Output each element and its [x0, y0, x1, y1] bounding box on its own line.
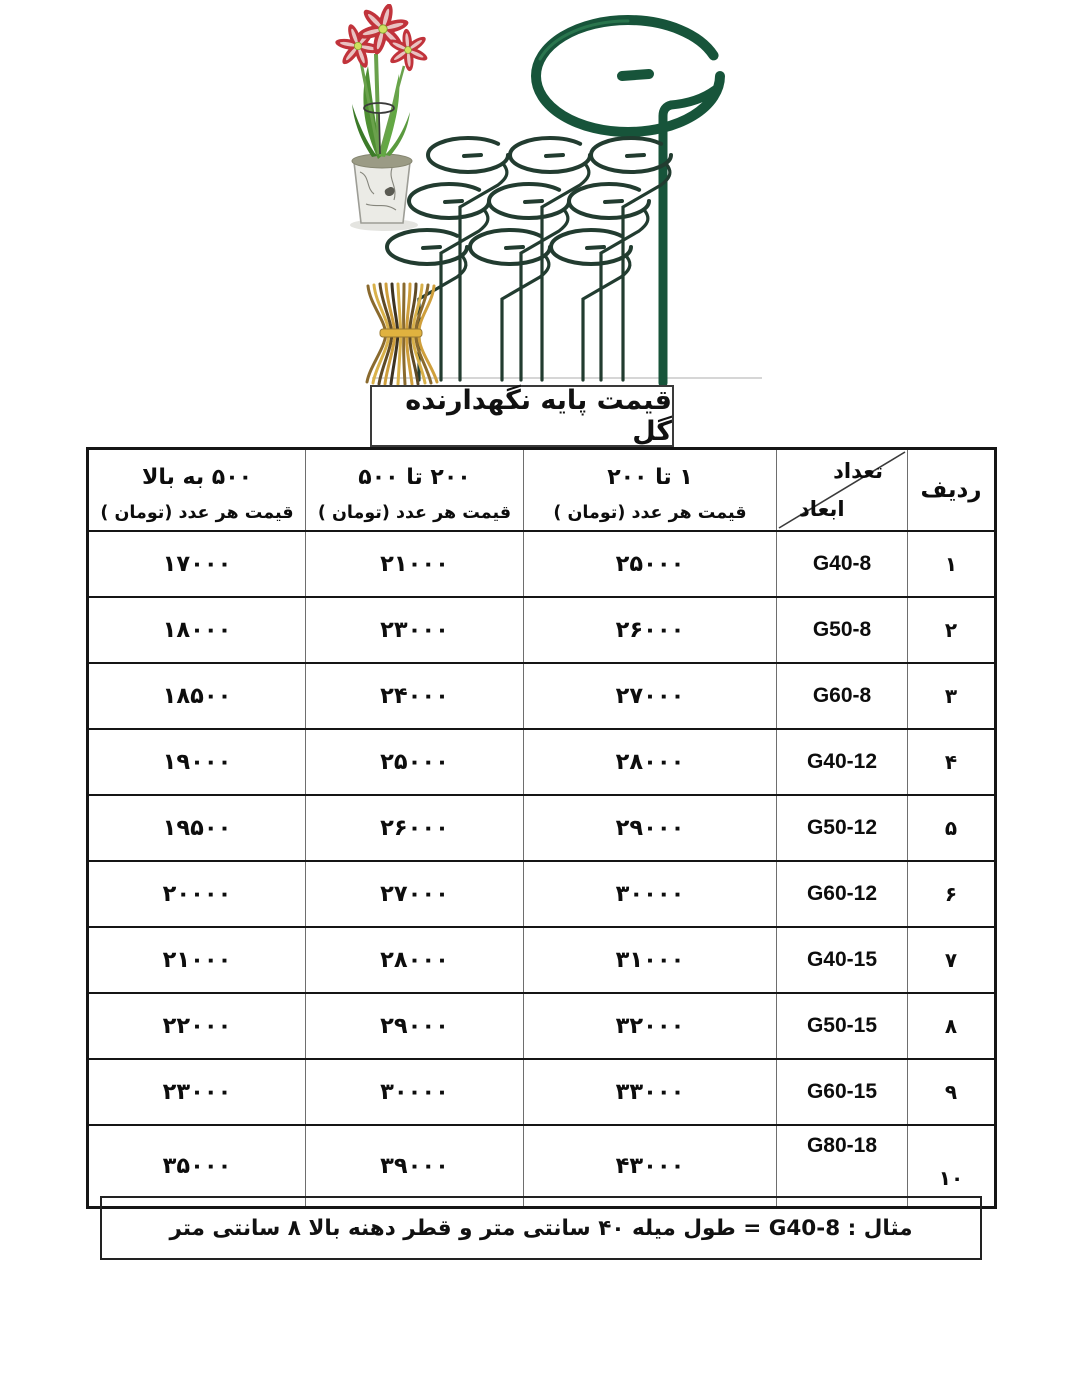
- header-range-500-plus: [88, 449, 306, 532]
- page-title: قیمت پایه نگهدارنده گل: [405, 385, 672, 447]
- price-200-500: ۳۹۰۰۰: [306, 1125, 524, 1208]
- row-number: ۴: [908, 729, 996, 795]
- price-1-200: ۳۳۰۰۰: [524, 1059, 777, 1125]
- price-200-500: ۲۹۰۰۰: [306, 993, 524, 1059]
- row-number: ۸: [908, 993, 996, 1059]
- price-200-500: ۲۳۰۰۰: [306, 597, 524, 663]
- price-500-plus: ۱۹۰۰۰: [88, 729, 306, 795]
- row-number: ۹: [908, 1059, 996, 1125]
- price-500-plus: ۲۰۰۰۰: [88, 861, 306, 927]
- table-row: [88, 927, 996, 993]
- header-quantity-dimensions: [777, 449, 908, 532]
- table-row: [88, 531, 996, 597]
- example-note: مثال : G40-8 = طول میله ۴۰ سانتی متر و قطر دهنه بالا ۸ سانتی متر: [169, 1215, 913, 1241]
- price-500-plus: ۱۷۰۰۰: [88, 531, 306, 597]
- price-200-500: ۲۷۰۰۰: [306, 861, 524, 927]
- price-1-200: ۳۰۰۰۰: [524, 861, 777, 927]
- price-200-500: ۳۰۰۰۰: [306, 1059, 524, 1125]
- price-200-500: ۲۵۰۰۰: [306, 729, 524, 795]
- row-number: ۶: [908, 861, 996, 927]
- row-number: ۵: [908, 795, 996, 861]
- price-200-500: ۲۱۰۰۰: [306, 531, 524, 597]
- large-ring-plant-support-stake: [536, 20, 720, 383]
- size-code: G50-8: [777, 597, 908, 663]
- row-number: ۳: [908, 663, 996, 729]
- row-number: ۱: [908, 531, 996, 597]
- table-row: [88, 663, 996, 729]
- size-code: G50-12: [777, 795, 908, 861]
- row-number: ۲: [908, 597, 996, 663]
- table-row: [88, 993, 996, 1059]
- example-note-box: [100, 1196, 982, 1260]
- price-1-200: ۴۳۰۰۰: [524, 1125, 777, 1208]
- size-code: G50-15: [777, 993, 908, 1059]
- table-header-row: [88, 449, 996, 532]
- price-500-plus: ۱۸۰۰۰: [88, 597, 306, 663]
- price-1-200: ۲۶۰۰۰: [524, 597, 777, 663]
- header-range-1-200: [524, 449, 777, 532]
- header-dimensions-label: ابعاد: [799, 497, 845, 521]
- price-500-plus: ۲۱۰۰۰: [88, 927, 306, 993]
- header-row-number-label: ردیف: [920, 477, 982, 503]
- potted-amaryllis-flower-illustration: [331, 4, 436, 231]
- price-200-500: ۲۸۰۰۰: [306, 927, 524, 993]
- table-row: [88, 597, 996, 663]
- size-code: G60-8: [777, 663, 908, 729]
- header-quantity-label: تعداد: [833, 459, 883, 483]
- row-number: ۷: [908, 927, 996, 993]
- page-title-box: [370, 385, 674, 447]
- table-row: [88, 795, 996, 861]
- range-label: ۲۰۰ تا ۵۰۰: [358, 465, 471, 491]
- price-1-200: ۳۱۰۰۰: [524, 927, 777, 993]
- price-1-200: ۲۵۰۰۰: [524, 531, 777, 597]
- table-row: [88, 729, 996, 795]
- row-number: ۱۰: [908, 1125, 996, 1208]
- price-per-unit-label: قیمت هر عدد (تومان ): [553, 503, 747, 524]
- bamboo-sticks-bundle: [367, 284, 437, 384]
- size-code: G60-12: [777, 861, 908, 927]
- price-1-200: ۲۹۰۰۰: [524, 795, 777, 861]
- plant-support-stakes-3x3-grid: [387, 138, 671, 380]
- price-200-500: ۲۶۰۰۰: [306, 795, 524, 861]
- size-code: G80-18: [777, 1125, 908, 1208]
- product-photo-collage: [322, 4, 768, 388]
- price-table: [86, 447, 997, 1209]
- header-row-number: [908, 449, 996, 532]
- price-500-plus: ۲۳۰۰۰: [88, 1059, 306, 1125]
- price-500-plus: ۱۹۵۰۰: [88, 795, 306, 861]
- price-1-200: ۲۸۰۰۰: [524, 729, 777, 795]
- size-code: G40-15: [777, 927, 908, 993]
- header-range-200-500: [306, 449, 524, 532]
- range-label: ۵۰۰ به بالا: [141, 465, 253, 491]
- price-1-200: ۲۷۰۰۰: [524, 663, 777, 729]
- price-per-unit-label: قیمت هر عدد (تومان ): [317, 503, 512, 524]
- price-500-plus: ۳۵۰۰۰: [88, 1125, 306, 1208]
- size-code: G60-15: [777, 1059, 908, 1125]
- price-1-200: ۳۲۰۰۰: [524, 993, 777, 1059]
- size-code: G40-8: [777, 531, 908, 597]
- size-code: G40-12: [777, 729, 908, 795]
- price-500-plus: ۲۲۰۰۰: [88, 993, 306, 1059]
- table-row: [88, 861, 996, 927]
- price-500-plus: ۱۸۵۰۰: [88, 663, 306, 729]
- price-200-500: ۲۴۰۰۰: [306, 663, 524, 729]
- table-row: [88, 1059, 996, 1125]
- range-label: ۱ تا ۲۰۰: [607, 465, 693, 491]
- price-per-unit-label: قیمت هر عدد (تومان ): [100, 503, 294, 524]
